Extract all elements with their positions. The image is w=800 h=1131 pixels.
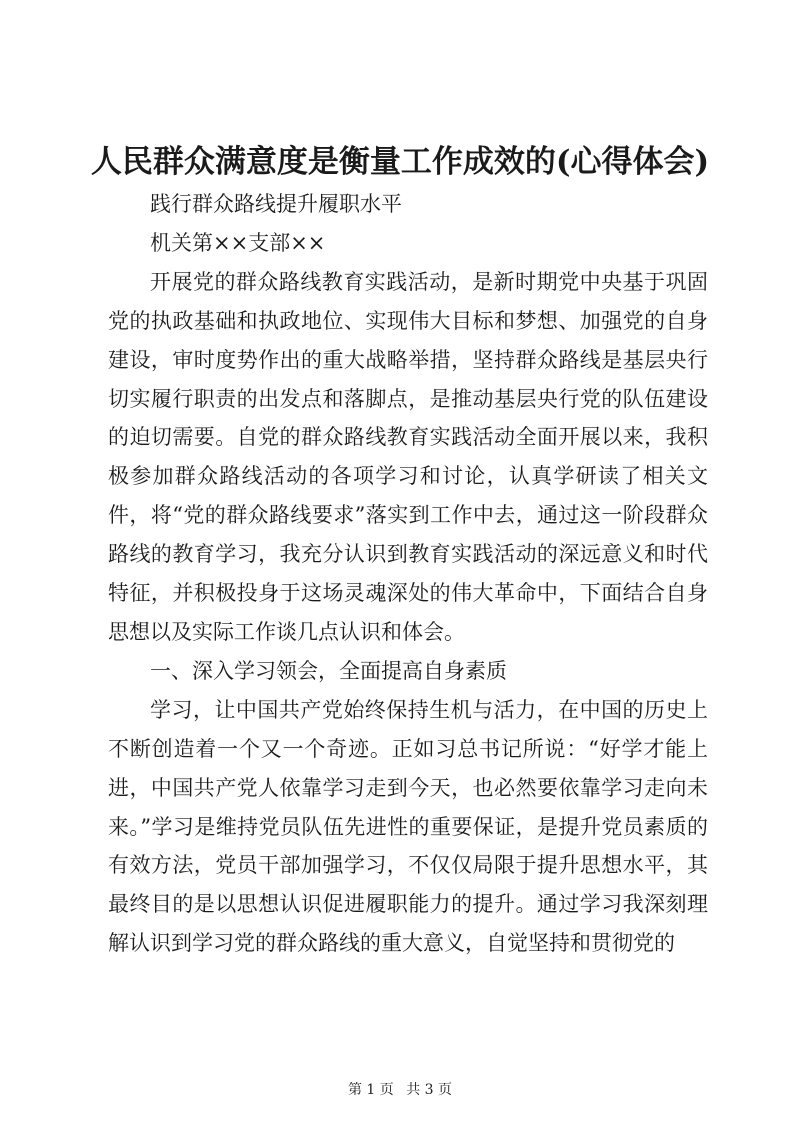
author-line: 机关第××支部×× (150, 230, 326, 255)
paragraph: 开展党的群众路线教育实践活动，是新时期党中央基于巩固党的执政基础和执政地位、实现伟大目标和梦想、加强党的自身建设，审时度势作出的重大战略举措，坚持群众路线是基层央行切实履行职责的出发点和落脚点，是推动基层央行党的队伍建设的迫切需要。自党的群众路线教育实践活动全面开展以来，我积极参加群众路线活动的各项学习和讨论，认真学研读了相关文件，将“党的群众路线要求”落实到工作中去，通过这一阶段群众路线的教育学习，我充分认识到教育实践活动的深远意义和时代特征，并积极投身于这场灵魂深处的伟大革命中，下面结合自身思想以及实际工作谈几点认识和体会。 (108, 269, 708, 644)
page-number: 第 1 页 (347, 1082, 394, 1098)
subtitle: 践行群众路线提升履职水平 (150, 192, 402, 216)
document-title: 人民群众满意度是衡量工作成效的(心得体会) (90, 144, 710, 180)
page-total: 共 3 页 (406, 1082, 453, 1098)
paragraph: 学习，让中国共产党始终保持生机与活力，在中国的历史上不断创造着一个又一个奇迹。正如习总书记所说：“好学才能上进，中国共产党人依靠学习走到今天，也必然要依靠学习走向未来。”学习是维持党员队伍先进性的重要保证，是提升党员素质的有效方法，党员干部加强学习，不仅仅局限于提升思想水平，其最终目的是以思想认识促进履职能力的提升。通过学习我深刻理解认识到学习党的群众路线的重大意义，自觉坚持和贯彻党的 (108, 697, 708, 956)
section-heading: 一、深入学习领会，全面提高自身素质 (150, 658, 507, 683)
page-footer (0, 1080, 800, 1100)
document-body (108, 185, 708, 963)
